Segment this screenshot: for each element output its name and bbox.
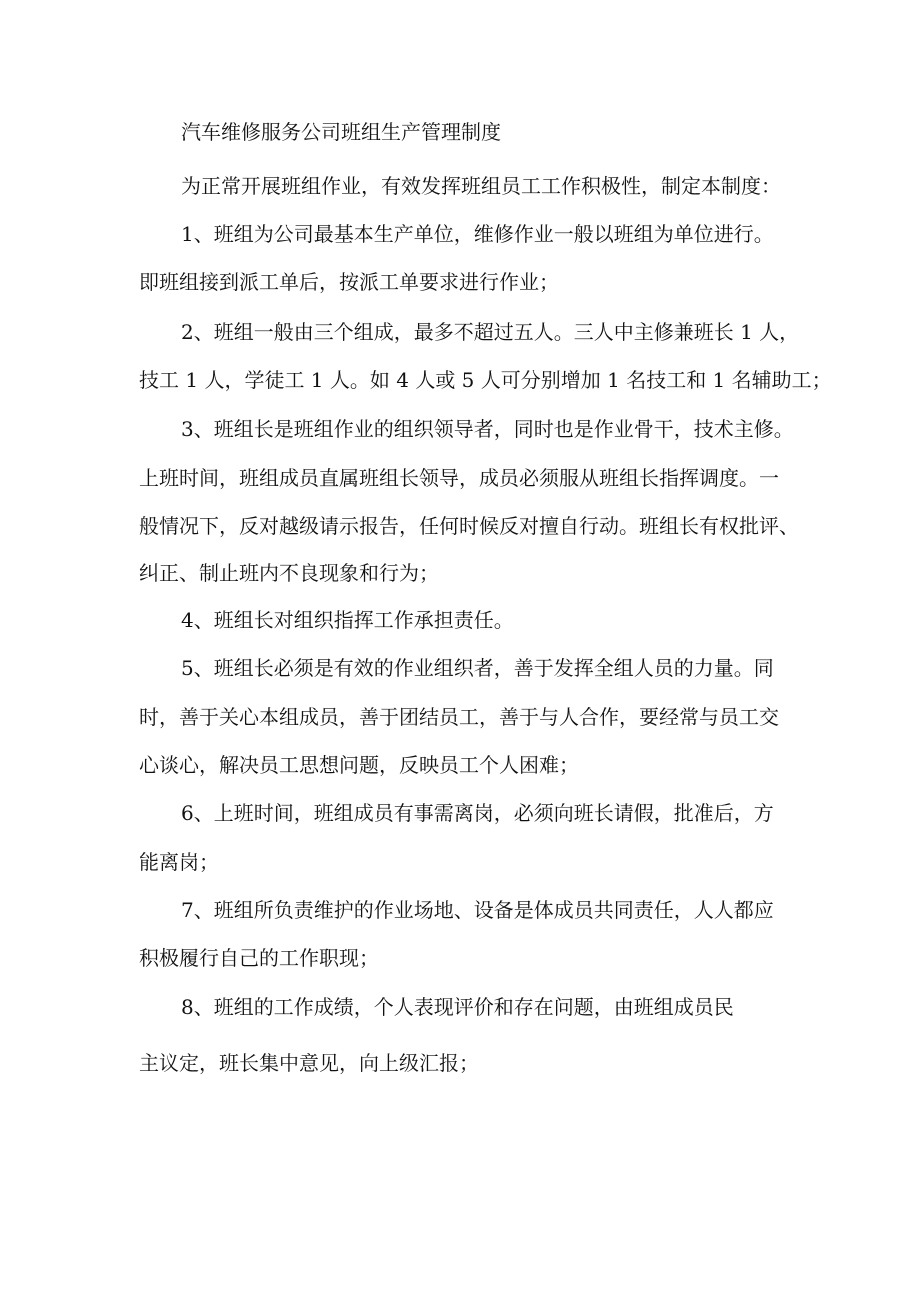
clause-3-line-4: 纠正、制止班内不良现象和行为； — [139, 561, 439, 585]
clause-5-line-2: 时，善于关心本组成员，善于团结员工，善于与人合作，要经常与员工交 — [139, 705, 779, 729]
clause-5-line-1: 5、班组长必须是有效的作业组织者，善于发挥全组人员的力量。同 — [181, 656, 774, 680]
intro-paragraph: 为正常开展班组作业，有效发挥班组员工工作积极性，制定本制度： — [181, 174, 781, 198]
clause-3-line-1: 3、班组长是班组作业的组织领导者，同时也是作业骨干，技术主修。 — [181, 417, 794, 441]
clause-1-line-2: 即班组接到派工单后，按派工单要求进行作业； — [139, 270, 559, 294]
clause-5-line-3: 心谈心，解决员工思想问题，反映员工个人困难； — [139, 753, 579, 777]
clause-2-line-1: 2、班组一般由三个组成，最多不超过五人。三人中主修兼班长 1 人， — [181, 320, 800, 344]
document-title: 汽车维修服务公司班组生产管理制度 — [181, 120, 501, 144]
clause-8-line-2: 主议定，班长集中意见，向上级汇报； — [139, 1051, 479, 1075]
clause-6-line-1: 6、上班时间，班组成员有事需离岗，必须向班长请假，批准后，方 — [181, 801, 774, 825]
clause-8-line-1: 8、班组的工作成绩，个人表现评价和存在问题，由班组成员民 — [181, 995, 734, 1019]
clause-3-line-2: 上班时间，班组成员直属班组长领导，成员必须服从班组长指挥调度。一 — [139, 466, 779, 490]
clause-7-line-2: 积极履行自己的工作职现； — [139, 946, 379, 970]
clause-7-line-1: 7、班组所负责维护的作业场地、设备是体成员共同责任，人人都应 — [181, 898, 774, 922]
clause-3-line-3: 般情况下，反对越级请示报告，任何时候反对擅自行动。班组长有权批评、 — [139, 514, 799, 538]
clause-2-line-2: 技工 1 人，学徒工 1 人。如 4 人或 5 人可分别增加 1 名技工和 1 名辅助工； — [139, 368, 832, 392]
clause-1-line-1: 1、班组为公司最基本生产单位，维修作业一般以班组为单位进行。 — [181, 222, 774, 246]
clause-4-line-1: 4、班组长对组织指挥工作承担责任。 — [181, 608, 514, 632]
clause-6-line-2: 能离岗； — [139, 850, 219, 874]
